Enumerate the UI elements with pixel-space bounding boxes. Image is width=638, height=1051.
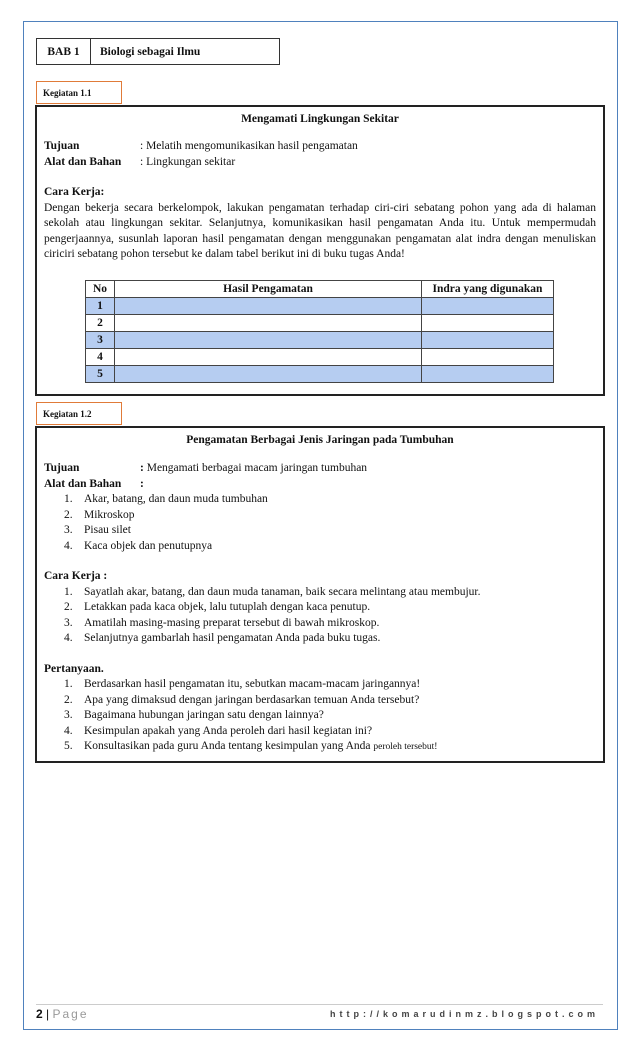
alat-label: Alat dan Bahan [44, 155, 122, 168]
cara-kerja-text: Dengan bekerja secara berkelompok, lakukan pengamatan terhadap ciri-ciri sebatang pohon yang ada di halaman sekolah atau lingkungan sekitar. Selanjutnya, komunikasikan hasil pengamatan Anda itu. Untuk mempermudah pengerjaannya, susunlah laporan hasil pengamatan dengan menggunakan pengamatan alat indra dengan menuliskan ciriciri sebatang pohon tersebut ke dalam tabel berikut ini di buku tugas Anda! [44, 201, 596, 260]
table-row [86, 349, 554, 366]
chapter-title: Biologi sebagai Ilmu [100, 45, 201, 58]
list-item: 1. Berdasarkan hasil pengamatan itu, sebutkan macam-macam jaringannya! [64, 678, 421, 690]
list-item: 3. Bagaimana hubungan jaringan satu dengan lainnya? [64, 709, 324, 721]
header-no: No [86, 281, 115, 298]
list-item: 4. Kesimpulan apakah yang Anda peroleh dari hasil kegiatan ini? [64, 724, 373, 737]
activity-1-title: Mengamati Lingkungan Sekitar [241, 113, 399, 125]
table-header-row [86, 281, 554, 298]
row-number: 3 [86, 332, 115, 349]
row-number: 5 [86, 366, 115, 383]
cell-indra[interactable] [422, 332, 554, 349]
table-row [86, 298, 554, 315]
row-number: 4 [86, 349, 115, 366]
list-item: 1. Sayatlah akar, batang, dan daun muda tanaman, baik secara melintang atau membujur. [64, 585, 481, 598]
cell-hasil[interactable] [115, 349, 422, 366]
cara-kerja-label: Cara Kerja : [44, 570, 108, 582]
alat-colon: : [140, 477, 144, 490]
page-number: 2 [36, 1007, 43, 1021]
cara-kerja-label: Cara Kerja: [44, 186, 105, 198]
header-indra: Indra yang digunakan [422, 281, 554, 298]
list-item: 2. Mikroskop [64, 508, 135, 521]
footer-divider [36, 1004, 603, 1005]
list-item: 2. Apa yang dimaksud dengan jaringan berdasarkan temuan Anda tersebut? [64, 693, 420, 706]
cell-indra[interactable] [422, 315, 554, 332]
list-item: 4. Selanjutnya gambarlah hasil pengamatan Anda pada buku tugas. [64, 632, 381, 644]
cell-indra[interactable] [422, 349, 554, 366]
tujuan-label: Tujuan [44, 140, 80, 152]
tujuan-value: Mengamati berbagai macam jaringan tumbuhan [143, 462, 368, 474]
alat-list [44, 492, 596, 554]
table-row [86, 332, 554, 349]
chapter-header [36, 38, 280, 65]
list-item: 2. Letakkan pada kaca objek, lalu tutuplah dengan kaca penutup. [64, 601, 371, 613]
cara-kerja-list [44, 585, 596, 647]
list-item: 5. Konsultasikan pada guru Anda tentang kesimpulan yang Anda peroleh tersebut! [64, 740, 438, 752]
cell-indra[interactable] [422, 366, 554, 383]
activity-1-alat [44, 155, 596, 171]
list-item: 3. Pisau silet [64, 524, 131, 536]
cell-hasil[interactable] [115, 298, 422, 315]
cell-indra[interactable] [422, 298, 554, 315]
row-number: 2 [86, 315, 115, 332]
activity-2-box [35, 426, 605, 763]
tujuan-colon: : [140, 462, 144, 474]
activity-1-tag: Kegiatan 1.1 [36, 81, 122, 104]
observation-table [85, 280, 554, 383]
alat-value: : Lingkungan sekitar [140, 155, 236, 168]
activity-2-title: Pengamatan Berbagai Jenis Jaringan pada Tumbuhan [186, 434, 454, 446]
header-hasil: Hasil Pengamatan [115, 281, 422, 298]
list-item: 4. Kaca objek dan penutupnya [64, 539, 213, 552]
alat-label: Alat dan Bahan [44, 477, 122, 490]
pertanyaan-label: Pertanyaan. [44, 662, 104, 675]
chapter-number: BAB 1 [37, 39, 91, 64]
activity-2-tujuan [44, 461, 596, 477]
tujuan-value: : Melatih mengomunikasikan hasil pengamatan [140, 140, 358, 152]
pertanyaan-list [44, 677, 596, 756]
footer-page [36, 1007, 89, 1021]
activity-2-alat [44, 477, 596, 493]
activity-1-tujuan [44, 139, 596, 155]
cell-hasil[interactable] [115, 332, 422, 349]
row-number: 1 [86, 298, 115, 315]
cell-hasil[interactable] [115, 315, 422, 332]
list-item: 3. Amatilah masing-masing preparat tersebut di bawah mikroskop. [64, 616, 380, 629]
footer-url[interactable]: http://komarudinmz.blogspot.com [330, 1009, 599, 1019]
list-item: 1. Akar, batang, dan daun muda tumbuhan [64, 493, 268, 505]
page-word: Page [52, 1007, 89, 1021]
tujuan-label: Tujuan [44, 462, 80, 474]
table-row [86, 315, 554, 332]
activity-2-tag: Kegiatan 1.2 [36, 402, 122, 425]
page-separator: | [42, 1007, 53, 1021]
cell-hasil[interactable] [115, 366, 422, 383]
table-row [86, 366, 554, 383]
